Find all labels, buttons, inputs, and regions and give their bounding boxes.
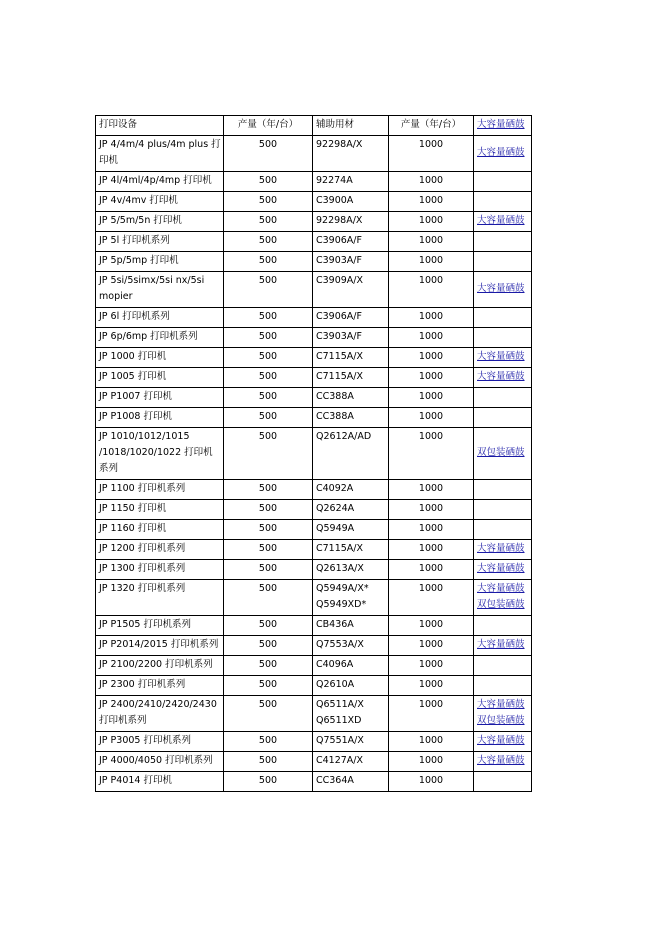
output-2-cell: 1000: [389, 136, 474, 172]
consumables-cell: [313, 500, 389, 520]
table-row: [96, 348, 532, 368]
printer-model-cell: JP P1505 打印机系列: [96, 616, 224, 636]
header-consumables: 辅助用材: [313, 116, 389, 136]
cartridge-link-cell: [474, 560, 532, 580]
cartridge-link-cell: [474, 656, 532, 676]
consumables-cell: [313, 636, 389, 656]
output-2-cell: 1000: [389, 676, 474, 696]
cartridge-link-cell: [474, 732, 532, 752]
printer-model-cell: JP 6l 打印机系列: [96, 308, 224, 328]
header-high-capacity-link[interactable]: 大容量硒鼓: [477, 119, 525, 130]
cartridge-link-cell: [474, 616, 532, 636]
output-2-cell: 1000: [389, 500, 474, 520]
table-row: [96, 752, 532, 772]
consumable-code: Q6511A/X: [316, 699, 364, 710]
table-row: [96, 616, 532, 636]
printer-model-cell: JP 2100/2200 打印机系列: [96, 656, 224, 676]
table-row: [96, 308, 532, 328]
cartridge-link-cell: [474, 252, 532, 272]
cartridge-link-cell: [474, 676, 532, 696]
printer-model-cell: JP 5l 打印机系列: [96, 232, 224, 252]
table-row: [96, 480, 532, 500]
cartridge-link-cell: [474, 348, 532, 368]
printer-model-cell: JP 5si/5simx/5si nx/5si mopier: [96, 272, 224, 308]
consumables-cell: [313, 328, 389, 348]
output-2-cell: 1000: [389, 580, 474, 616]
cartridge-link-cell: [474, 772, 532, 792]
output-cell: 500: [224, 428, 313, 480]
consumable-code: 92298A/X: [316, 139, 363, 150]
cartridge-link-cell: [474, 480, 532, 500]
consumables-cell: [313, 520, 389, 540]
consumable-code: C3900A: [316, 195, 354, 206]
header-high-capacity[interactable]: [474, 116, 532, 136]
output-cell: 500: [224, 520, 313, 540]
high-capacity-cartridge-link[interactable]: 大容量硒鼓: [477, 283, 525, 294]
cartridge-link-cell: [474, 232, 532, 252]
output-2-cell: 1000: [389, 348, 474, 368]
table-row: [96, 388, 532, 408]
table-row: [96, 192, 532, 212]
table-header-row: [96, 116, 532, 136]
consumables-cell: [313, 580, 389, 616]
table-row: [96, 428, 532, 480]
consumable-code: Q2613A/X: [316, 563, 364, 574]
output-2-cell: 1000: [389, 272, 474, 308]
output-cell: 500: [224, 560, 313, 580]
consumable-code: Q7553A/X: [316, 639, 364, 650]
printer-model-cell: JP P1008 打印机: [96, 408, 224, 428]
consumables-cell: [313, 676, 389, 696]
output-cell: 500: [224, 136, 313, 172]
header-printer: 打印设备: [96, 116, 224, 136]
printer-model-cell: JP 4l/4ml/4p/4mp 打印机: [96, 172, 224, 192]
output-cell: 500: [224, 696, 313, 732]
cartridge-link-cell: [474, 272, 532, 308]
consumable-code: CB436A: [316, 619, 354, 630]
output-cell: 500: [224, 580, 313, 616]
dual-pack-cartridge-link[interactable]: 双包装硒鼓: [477, 715, 525, 726]
consumable-code: 92274A: [316, 175, 353, 186]
table-row: [96, 656, 532, 676]
output-2-cell: 1000: [389, 368, 474, 388]
consumables-cell: [313, 212, 389, 232]
consumables-cell: [313, 772, 389, 792]
consumables-cell: [313, 252, 389, 272]
table-row: [96, 732, 532, 752]
consumables-cell: [313, 232, 389, 252]
consumable-code: Q2612A/AD: [316, 431, 372, 442]
printer-model-cell: JP 2400/2410/2420/2430 打印机系列: [96, 696, 224, 732]
cartridge-link-cell: [474, 636, 532, 656]
high-capacity-cartridge-link[interactable]: 大容量硒鼓: [477, 755, 525, 766]
consumables-cell: [313, 192, 389, 212]
output-2-cell: 1000: [389, 560, 474, 580]
consumable-code: Q5949A/X*: [316, 583, 369, 594]
output-2-cell: 1000: [389, 520, 474, 540]
output-2-cell: 1000: [389, 212, 474, 232]
consumables-cell: [313, 388, 389, 408]
consumable-code: C4127A/X: [316, 755, 364, 766]
output-cell: 500: [224, 656, 313, 676]
high-capacity-cartridge-link[interactable]: 大容量硒鼓: [477, 735, 525, 746]
cartridge-link-cell: [474, 136, 532, 172]
cartridge-link-cell: [474, 328, 532, 348]
output-2-cell: 1000: [389, 696, 474, 732]
output-cell: 500: [224, 172, 313, 192]
output-cell: 500: [224, 772, 313, 792]
cartridge-link-cell: [474, 368, 532, 388]
high-capacity-cartridge-link[interactable]: 大容量硒鼓: [477, 583, 525, 594]
consumable-code: 92298A/X: [316, 215, 363, 226]
cartridge-link-cell: [474, 308, 532, 328]
table-row: [96, 580, 532, 616]
output-cell: 500: [224, 616, 313, 636]
printer-model-cell: JP 1010/1012/1015 /1018/1020/1022 打印机系列: [96, 428, 224, 480]
table-row: [96, 636, 532, 656]
dual-pack-cartridge-link[interactable]: 双包装硒鼓: [477, 447, 525, 458]
consumable-code: CC388A: [316, 391, 354, 402]
high-capacity-cartridge-link[interactable]: 大容量硒鼓: [477, 215, 525, 226]
cartridge-link-cell: [474, 388, 532, 408]
printer-model-cell: JP P1007 打印机: [96, 388, 224, 408]
output-cell: 500: [224, 676, 313, 696]
printer-model-cell: JP 4/4m/4 plus/4m plus 打印机: [96, 136, 224, 172]
printer-model-cell: JP 1200 打印机系列: [96, 540, 224, 560]
consumables-cell: [313, 348, 389, 368]
output-2-cell: 1000: [389, 636, 474, 656]
high-capacity-cartridge-link[interactable]: 大容量硒鼓: [477, 563, 525, 574]
table-row: [96, 136, 532, 172]
table-row: [96, 520, 532, 540]
output-2-cell: 1000: [389, 656, 474, 676]
printer-model-cell: JP 5p/5mp 打印机: [96, 252, 224, 272]
consumable-code: CC364A: [316, 775, 354, 786]
output-2-cell: 1000: [389, 388, 474, 408]
consumables-cell: [313, 428, 389, 480]
table-row: [96, 232, 532, 252]
consumables-cell: [313, 560, 389, 580]
cartridge-link-cell: [474, 520, 532, 540]
high-capacity-cartridge-link[interactable]: 大容量硒鼓: [477, 543, 525, 554]
printer-model-cell: JP 6p/6mp 打印机系列: [96, 328, 224, 348]
consumables-cell: [313, 368, 389, 388]
table-row: [96, 500, 532, 520]
consumable-code: Q2624A: [316, 503, 355, 514]
consumables-cell: [313, 408, 389, 428]
output-cell: 500: [224, 368, 313, 388]
output-cell: 500: [224, 540, 313, 560]
output-cell: 500: [224, 308, 313, 328]
printer-model-cell: JP 1160 打印机: [96, 520, 224, 540]
high-capacity-cartridge-link[interactable]: 大容量硒鼓: [477, 699, 525, 710]
consumables-cell: [313, 540, 389, 560]
output-2-cell: 1000: [389, 752, 474, 772]
consumable-code: C7115A/X: [316, 371, 364, 382]
table-row: [96, 368, 532, 388]
printer-model-cell: JP P4014 打印机: [96, 772, 224, 792]
table-row: [96, 540, 532, 560]
consumables-cell: [313, 136, 389, 172]
output-2-cell: 1000: [389, 408, 474, 428]
header-output-2: 产量（年/台）: [389, 116, 474, 136]
consumable-code: C3906A/F: [316, 235, 362, 246]
consumables-cell: [313, 656, 389, 676]
consumable-code: C7115A/X: [316, 351, 364, 362]
output-cell: 500: [224, 408, 313, 428]
output-cell: 500: [224, 388, 313, 408]
cartridge-link-cell: [474, 212, 532, 232]
printer-model-cell: JP P3005 打印机系列: [96, 732, 224, 752]
printer-consumables-table: [95, 115, 532, 792]
consumables-cell: [313, 272, 389, 308]
high-capacity-cartridge-link[interactable]: 大容量硒鼓: [477, 147, 525, 158]
consumable-code: C3906A/F: [316, 311, 362, 322]
high-capacity-cartridge-link[interactable]: 大容量硒鼓: [477, 639, 525, 650]
output-2-cell: 1000: [389, 540, 474, 560]
consumable-code: C4096A: [316, 659, 354, 670]
output-cell: 500: [224, 732, 313, 752]
output-2-cell: 1000: [389, 172, 474, 192]
output-cell: 500: [224, 480, 313, 500]
output-cell: 500: [224, 636, 313, 656]
consumables-cell: [313, 732, 389, 752]
output-cell: 500: [224, 232, 313, 252]
printer-model-cell: JP 1000 打印机: [96, 348, 224, 368]
output-cell: 500: [224, 192, 313, 212]
output-2-cell: 1000: [389, 428, 474, 480]
cartridge-link-cell: [474, 408, 532, 428]
output-2-cell: 1000: [389, 232, 474, 252]
table-row: [96, 408, 532, 428]
table-row: [96, 252, 532, 272]
cartridge-link-cell: [474, 428, 532, 480]
table-row: [96, 172, 532, 192]
printer-model-cell: JP 1005 打印机: [96, 368, 224, 388]
consumable-code: C3903A/F: [316, 255, 362, 266]
output-2-cell: 1000: [389, 480, 474, 500]
table-row: [96, 328, 532, 348]
printer-model-cell: JP P2014/2015 打印机系列: [96, 636, 224, 656]
output-2-cell: 1000: [389, 772, 474, 792]
consumable-code: C7115A/X: [316, 543, 364, 554]
consumables-cell: [313, 480, 389, 500]
cartridge-link-cell: [474, 580, 532, 616]
output-cell: 500: [224, 752, 313, 772]
output-cell: 500: [224, 252, 313, 272]
table-row: [96, 676, 532, 696]
output-cell: 500: [224, 348, 313, 368]
consumables-cell: [313, 172, 389, 192]
printer-model-cell: JP 2300 打印机系列: [96, 676, 224, 696]
cartridge-link-cell: [474, 696, 532, 732]
consumables-cell: [313, 752, 389, 772]
printer-model-cell: JP 1100 打印机系列: [96, 480, 224, 500]
consumable-code: Q7551A/X: [316, 735, 364, 746]
printer-model-cell: JP 1150 打印机: [96, 500, 224, 520]
printer-model-cell: JP 4v/4mv 打印机: [96, 192, 224, 212]
consumables-cell: [313, 696, 389, 732]
consumable-code: C4092A: [316, 483, 354, 494]
output-2-cell: 1000: [389, 732, 474, 752]
printer-model-cell: JP 1320 打印机系列: [96, 580, 224, 616]
high-capacity-cartridge-link[interactable]: 大容量硒鼓: [477, 371, 525, 382]
table-row: [96, 772, 532, 792]
output-cell: 500: [224, 500, 313, 520]
consumable-code: Q2610A: [316, 679, 355, 690]
output-cell: 500: [224, 272, 313, 308]
output-2-cell: 1000: [389, 308, 474, 328]
consumable-code: Q5949A: [316, 523, 355, 534]
consumable-code: C3909A/X: [316, 275, 364, 286]
output-2-cell: 1000: [389, 252, 474, 272]
printer-model-cell: JP 4000/4050 打印机系列: [96, 752, 224, 772]
consumable-code: Q5949XD*: [316, 599, 367, 610]
cartridge-link-cell: [474, 192, 532, 212]
dual-pack-cartridge-link[interactable]: 双包装硒鼓: [477, 599, 525, 610]
high-capacity-cartridge-link[interactable]: 大容量硒鼓: [477, 351, 525, 362]
table-row: [96, 272, 532, 308]
consumables-cell: [313, 308, 389, 328]
consumable-code: CC388A: [316, 411, 354, 422]
header-output: 产量（年/台）: [224, 116, 313, 136]
consumable-code: Q6511XD: [316, 715, 362, 726]
printer-model-cell: JP 5/5m/5n 打印机: [96, 212, 224, 232]
printer-model-cell: JP 1300 打印机系列: [96, 560, 224, 580]
cartridge-link-cell: [474, 172, 532, 192]
table-row: [96, 212, 532, 232]
table-row: [96, 560, 532, 580]
table-row: [96, 696, 532, 732]
output-2-cell: 1000: [389, 328, 474, 348]
cartridge-link-cell: [474, 500, 532, 520]
output-2-cell: 1000: [389, 192, 474, 212]
cartridge-link-cell: [474, 752, 532, 772]
output-2-cell: 1000: [389, 616, 474, 636]
output-cell: 500: [224, 328, 313, 348]
output-cell: 500: [224, 212, 313, 232]
consumable-code: C3903A/F: [316, 331, 362, 342]
cartridge-link-cell: [474, 540, 532, 560]
consumables-cell: [313, 616, 389, 636]
